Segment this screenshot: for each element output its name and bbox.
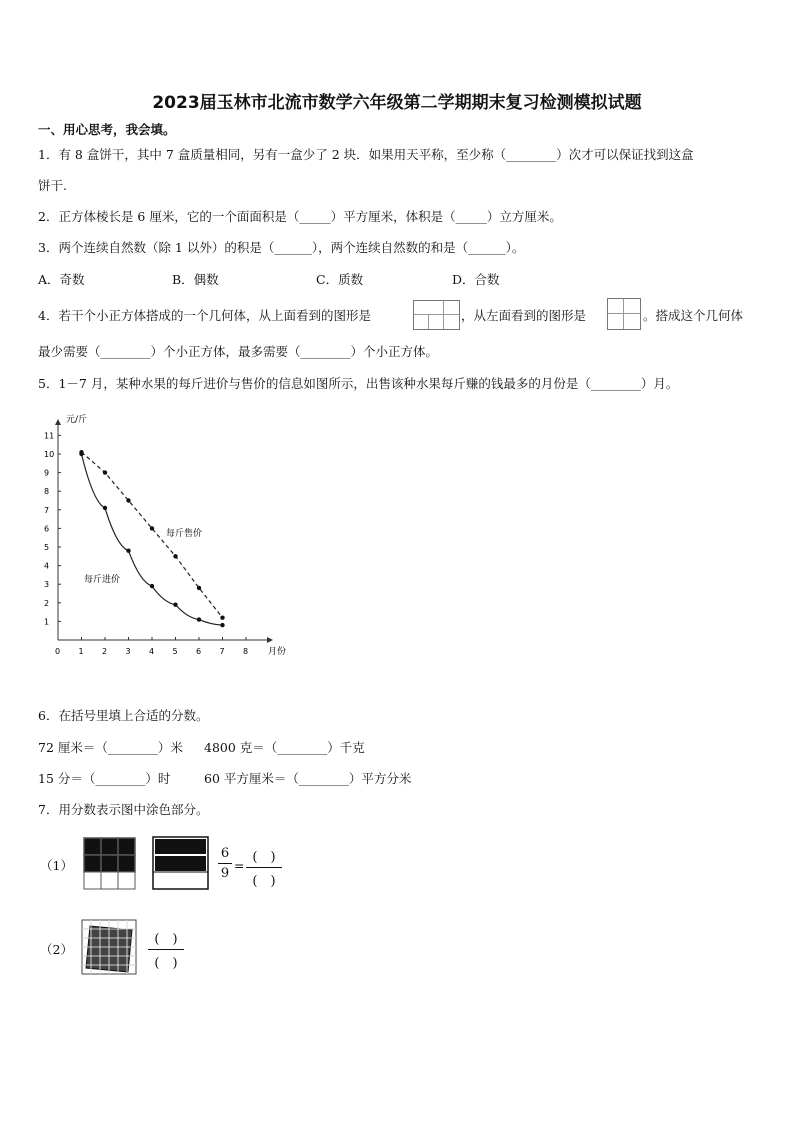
grid-cell xyxy=(118,855,135,872)
cost-price-point xyxy=(79,452,83,456)
part-1-label: （1） xyxy=(40,858,73,873)
question-6: 6．在括号里填上合适的分数。 xyxy=(38,708,209,723)
x-tick-label: 8 xyxy=(243,647,249,656)
cost-price-point xyxy=(220,623,224,627)
x-tick-label: 2 xyxy=(102,647,108,656)
left-view-figure xyxy=(607,298,641,330)
question-1-line1: 1．有 8 盒饼干，其中 7 盒质量相同，另有一盒少了 2 块．如果用天平称，至少称（________）次才可以保证找到这盒 xyxy=(38,147,694,162)
question-4-part3: 。搭成这个几何体 xyxy=(643,308,744,323)
question-2: 2．正方体棱长是 6 厘米，它的一个面面积是（_____）平方厘米，体积是（_____）立方厘米。 xyxy=(38,209,562,224)
cost-price-point xyxy=(197,617,201,621)
sale-price-point xyxy=(150,526,154,530)
y-tick-label: 4 xyxy=(44,561,50,571)
y-tick-label: 2 xyxy=(44,598,50,608)
top-view-figure xyxy=(413,300,460,330)
sale-price-point xyxy=(197,586,201,590)
grid-cell xyxy=(84,838,101,855)
conversion-3: 15 分＝（________）时 xyxy=(38,771,171,786)
grid-cell xyxy=(101,855,118,872)
grid-cell xyxy=(118,920,127,929)
sale-price-point xyxy=(220,615,224,619)
equals-sign: = xyxy=(234,858,245,873)
y-tick-label: 8 xyxy=(44,487,50,497)
part-2-label: （2） xyxy=(40,942,73,957)
fraction-6-9 xyxy=(218,846,232,881)
x-tick-label: 3 xyxy=(125,647,131,656)
fraction-denominator: 9 xyxy=(220,866,230,881)
grid-cell xyxy=(127,920,136,929)
option-b: B．偶数 xyxy=(172,272,219,287)
answer-fraction-2 xyxy=(148,928,184,971)
y-tick-label: 5 xyxy=(44,543,50,552)
sale-price-point xyxy=(103,470,107,474)
price-line-chart xyxy=(36,408,296,668)
question-4-part2: ，从左面看到的图形是 xyxy=(461,308,587,323)
option-d: D．合数 xyxy=(452,272,500,287)
question-3: 3．两个连续自然数（除 1 以外）的积是（______），两个连续自然数的和是（______）。 xyxy=(38,240,525,255)
question-4-part1: 4．若干个小正方体搭成的一个几何体，从上面看到的图形是 xyxy=(38,308,371,323)
sale-price-point xyxy=(173,554,177,558)
x-tick-label: 0 xyxy=(55,647,61,656)
y-tick-label: 10 xyxy=(44,450,55,459)
grid-cell xyxy=(84,855,101,872)
answer-denominator: ( ) xyxy=(252,874,276,889)
answer-numerator: ( ) xyxy=(252,850,276,865)
grid-figure-2 xyxy=(80,918,138,976)
answer-fraction-1 xyxy=(246,846,282,889)
cost-price-point xyxy=(126,549,130,553)
y-axis-label: 元/斤 xyxy=(66,415,88,425)
question-1-line2: 饼干. xyxy=(38,178,67,193)
question-5: 5．1－7 月，某种水果的每斤进价与售价的信息如图所示，出售该种水果每斤赚的钱最多的月份是（________）月。 xyxy=(38,376,679,391)
x-tick-label: 4 xyxy=(149,647,155,656)
y-tick-label: 6 xyxy=(44,524,50,534)
answer-denominator-2: ( ) xyxy=(154,956,178,971)
page-title: 2023届玉林市北流市数学六年级第二学期期末复习检测模拟试题 xyxy=(152,93,642,113)
cost-price-point xyxy=(173,602,177,606)
x-tick-label: 5 xyxy=(172,647,178,656)
x-axis-label: 月份 xyxy=(268,647,287,657)
grid-figure-1 xyxy=(82,836,138,892)
cost-price-line xyxy=(82,454,223,625)
y-tick-label: 11 xyxy=(44,431,55,441)
grid-cell xyxy=(101,872,118,889)
grid-cell xyxy=(118,872,135,889)
y-tick-label: 9 xyxy=(44,468,50,478)
conversion-2: 4800 克＝（________）千克 xyxy=(204,740,365,755)
grid-cell xyxy=(118,838,135,855)
cost-price-point xyxy=(150,584,154,588)
series-label-sale: 每斤售价 xyxy=(166,529,203,539)
question-7: 7．用分数表示图中涂色部分。 xyxy=(38,802,209,817)
option-c: C．质数 xyxy=(316,272,364,287)
x-tick-label: 6 xyxy=(196,647,202,656)
grid-cell xyxy=(84,872,101,889)
answer-numerator-2: ( ) xyxy=(154,932,178,947)
grid-cell xyxy=(101,838,118,855)
y-tick-label: 1 xyxy=(44,617,50,627)
y-tick-label: 3 xyxy=(44,580,50,590)
cost-price-point xyxy=(103,506,107,510)
x-tick-label: 7 xyxy=(219,647,225,656)
conversion-1: 72 厘米＝（________）米 xyxy=(38,740,183,755)
option-a: A．奇数 xyxy=(38,272,85,287)
question-4-line2: 最少需要（________）个小正方体，最多需要（________）个小正方体。 xyxy=(38,344,439,359)
section-heading: 一、用心思考，我会填。 xyxy=(38,122,176,137)
bar-figure-1 xyxy=(152,836,210,892)
sale-price-point xyxy=(126,498,130,502)
fraction-numerator: 6 xyxy=(220,846,230,861)
y-tick-label: 7 xyxy=(44,505,50,515)
series-label-cost: 每斤进价 xyxy=(84,575,121,585)
conversion-4: 60 平方厘米＝（________）平方分米 xyxy=(204,771,412,786)
x-tick-label: 1 xyxy=(78,647,84,656)
